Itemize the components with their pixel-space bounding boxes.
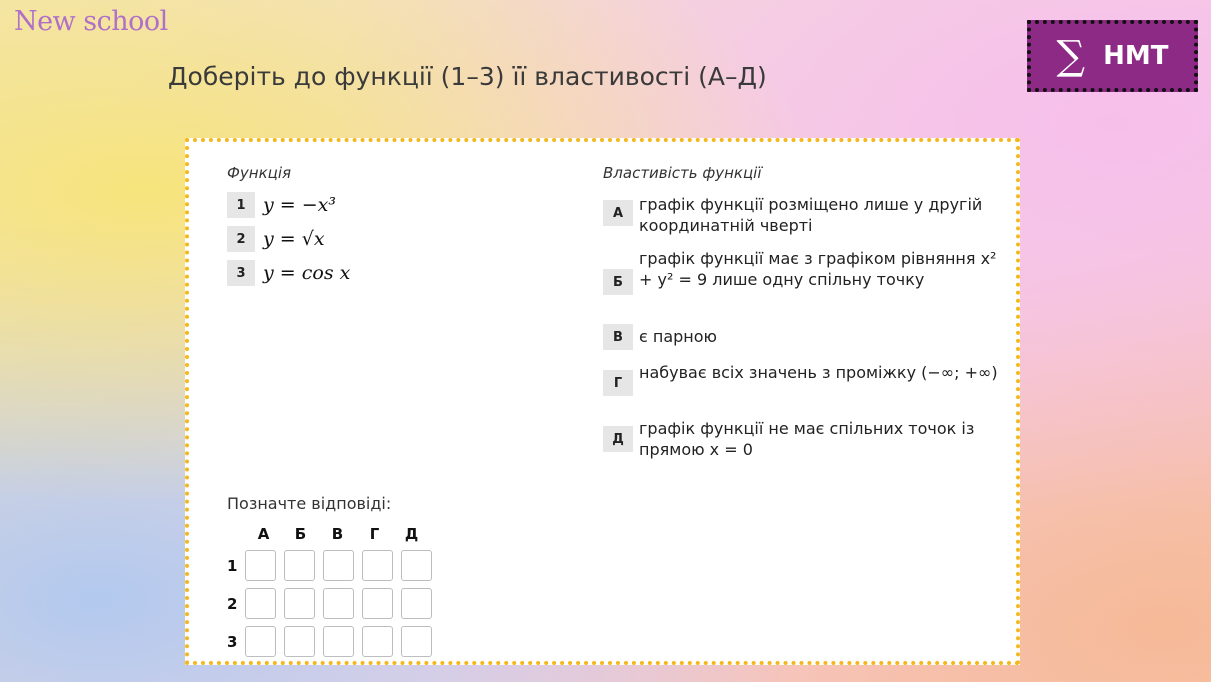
property-item-a: [603, 194, 1003, 236]
property-text: набуває всіх значень з проміжку (−∞; +∞): [639, 363, 998, 382]
answer-column-label: Д: [404, 525, 419, 543]
answer-row-label: 1: [227, 556, 238, 575]
property-item-v: [603, 326, 1003, 350]
answer-row-label: 2: [227, 594, 238, 613]
answer-cell-2-v[interactable]: [323, 588, 354, 619]
answer-cell-3-v[interactable]: [323, 626, 354, 657]
answer-column-label: В: [331, 525, 344, 543]
answer-label: Позначте відповіді:: [227, 494, 392, 513]
answer-cell-3-b[interactable]: [284, 626, 315, 657]
property-letter: Г: [603, 370, 633, 396]
sigma-icon: ∑: [1056, 33, 1086, 79]
property-item-g: [603, 362, 1003, 396]
answer-grid-header: [245, 525, 440, 543]
function-item-3: [227, 260, 350, 286]
answer-row-2: [227, 588, 440, 619]
property-letter: А: [603, 200, 633, 226]
function-number: 1: [227, 192, 255, 218]
page-title: Доберіть до функції (1–3) її властивості (А–Д): [168, 62, 767, 91]
property-item-b: [603, 248, 1003, 295]
task-card: [185, 138, 1020, 665]
property-item-d: [603, 418, 1003, 460]
function-item-2: [227, 226, 325, 252]
badge-label: НМТ: [1103, 41, 1169, 71]
answer-grid: [227, 525, 440, 657]
property-text: є парною: [639, 327, 718, 346]
answer-cell-1-b[interactable]: [284, 550, 315, 581]
answer-column-label: Г: [369, 525, 380, 543]
function-item-1: [227, 192, 336, 218]
function-formula: y = √x: [263, 228, 325, 250]
property-text: графік функції не має спільних точок із прямою x = 0: [639, 419, 975, 459]
answer-cell-3-d[interactable]: [401, 626, 432, 657]
answer-column-label: Б: [294, 525, 307, 543]
property-letter: В: [603, 324, 633, 350]
function-number: 2: [227, 226, 255, 252]
properties-heading: Властивість функції: [603, 164, 762, 182]
answer-cell-1-a[interactable]: [245, 550, 276, 581]
answer-cell-2-d[interactable]: [401, 588, 432, 619]
property-letter: Д: [603, 426, 633, 452]
answer-cell-2-a[interactable]: [245, 588, 276, 619]
answer-cell-3-g[interactable]: [362, 626, 393, 657]
property-text: графік функції розміщено лише у другій координатній чверті: [639, 195, 983, 235]
property-text: графік функції має з графіком рівняння x² + y² = 9 лише одну спільну точку: [639, 249, 997, 289]
brand-logo-text: New school: [14, 6, 168, 37]
answer-cell-1-g[interactable]: [362, 550, 393, 581]
answer-row-1: [227, 550, 440, 581]
answer-cell-3-a[interactable]: [245, 626, 276, 657]
nmt-badge: [1027, 20, 1198, 92]
answer-cell-1-v[interactable]: [323, 550, 354, 581]
function-formula: y = cos x: [263, 262, 351, 284]
answer-column-label: А: [257, 525, 270, 543]
function-formula: y = −x³: [263, 194, 336, 216]
answer-row-3: [227, 626, 440, 657]
property-letter: Б: [603, 269, 633, 295]
answer-cell-2-g[interactable]: [362, 588, 393, 619]
answer-row-label: 3: [227, 632, 238, 651]
answer-cell-2-b[interactable]: [284, 588, 315, 619]
functions-heading: Функція: [227, 164, 292, 182]
function-number: 3: [227, 260, 255, 286]
answer-cell-1-d[interactable]: [401, 550, 432, 581]
